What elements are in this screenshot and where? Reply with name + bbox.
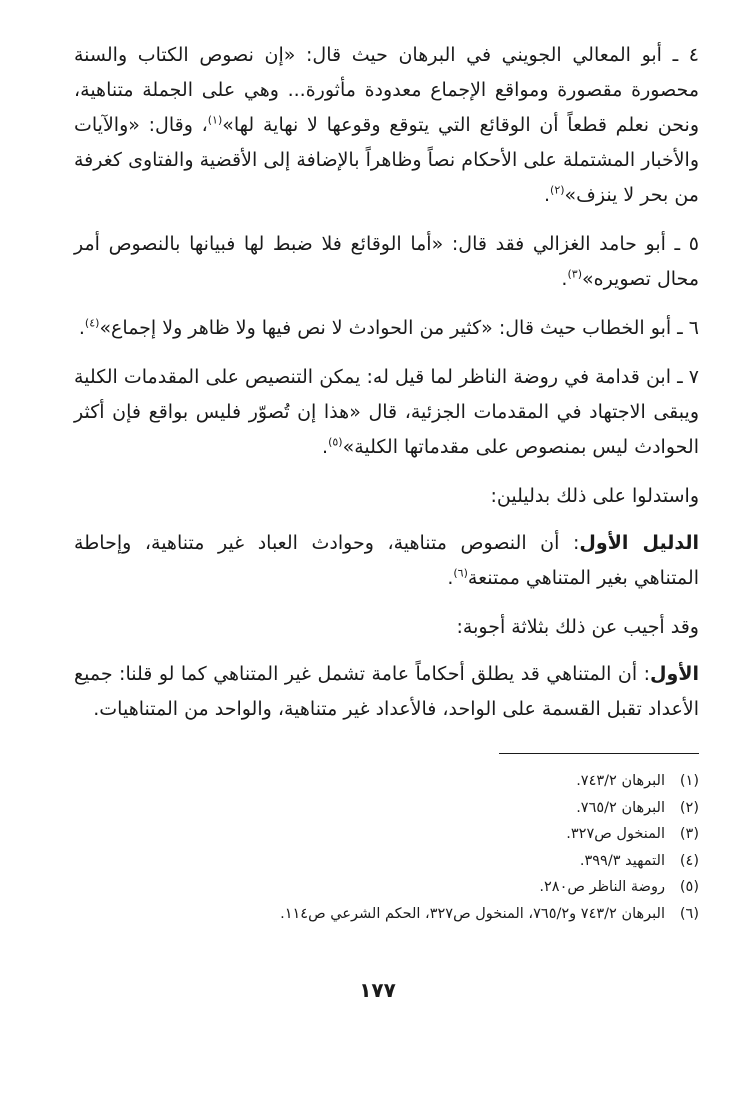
paragraph-juwayni — [74, 38, 699, 213]
footnotes-list — [74, 768, 699, 927]
paragraph-abu-al-khattab — [74, 311, 699, 346]
paragraph-text: . — [561, 268, 568, 290]
page-number: ١٧٧ — [359, 978, 396, 1002]
paragraph-ghazali — [74, 227, 699, 297]
footnote-number: (٦) — [679, 905, 699, 922]
footnote-divider — [499, 753, 699, 754]
footnote-ref[interactable]: (٦) — [453, 566, 468, 580]
paragraph-text: . — [78, 317, 85, 339]
footnote-ref[interactable]: (١) — [207, 113, 223, 127]
paragraph-text: وقد أجيب عن ذلك بثلاثة أجوبة: — [456, 616, 699, 638]
footnote-item — [74, 874, 699, 901]
footnote-ref[interactable]: (٤) — [84, 316, 100, 330]
footnote-number: (٣) — [679, 826, 699, 842]
paragraph-text: ٤ ـ أبو المعالي الجويني في البرهان حيث قال: «إن نصوص الكتاب والسنة محصورة مقصورة ومواقع الإجماع معدودة مأثورة... وهي على الجملة متناهية، ونحن نعلم قطعاً أن الوقائع التي يتوقع وقوعها لا نهاية لها» — [74, 44, 699, 136]
footnote-number: (٥) — [679, 879, 699, 895]
footnote-text: البرهان ٧٤٣/٢ و٧٦٥/٢، المنخول ص٣٢٧، الحكم الشرعي ص١١٤. — [280, 905, 665, 922]
paragraph-text: ٥ ـ أبو حامد الغزالي فقد قال: «أما الوقائع فلا ضبط لها فبيانها بالنصوص أمر محال تصويره» — [74, 233, 699, 290]
footnote-number: (٢) — [679, 799, 699, 816]
paragraph-text: ٧ ـ ابن قدامة في روضة الناظر لما قيل له: يمكن التنصيص على المقدمات الكلية ويبقى الاجتهاد في المقدمات الجزئية، قال «هذا إن تُصوّر فليس بواقع فإن أكثر الحوادث ليس بمنصوص على مقدماتها الكلية» — [74, 366, 699, 458]
paragraph-text: ٦ ـ أبو الخطاب حيث قال: «كثير من الحوادث لا نص فيها ولا ظاهر ولا إجماع» — [99, 317, 699, 339]
paragraph-three-answers — [74, 610, 699, 645]
paragraph-text: : أن المتناهي قد يطلق أحكاماً عامة تشمل غير المتناهي كما لو قلنا: جميع الأعداد تقبل القسمة على الواحد، فالأعداد غير متناهية، والواحد من المتناهيات. — [74, 663, 699, 720]
footnote-number: (١) — [679, 773, 699, 789]
paragraph-text: . — [543, 184, 551, 206]
footnote-text: التمهيد ٣٩٩/٣. — [579, 852, 665, 869]
paragraph-text: . — [322, 436, 329, 458]
footnote-ref[interactable]: (٥) — [328, 435, 343, 449]
paragraph-text: . — [447, 567, 454, 589]
paragraph-first-answer — [74, 657, 699, 727]
footnote-ref[interactable]: (٣) — [567, 267, 582, 281]
paragraph-text: ، وقال: «والآيات والأخبار المشتملة على الأحكام نصاً وظاهراً بالإضافة إلى الأقضية والفتاوى كغرفة من بحر لا ينزف» — [74, 114, 699, 206]
footnote-number: (٤) — [679, 852, 699, 869]
paragraph-two-proofs — [74, 479, 699, 514]
paragraph-text: واستدلوا على ذلك بدليلين: — [490, 485, 699, 507]
footnote-item — [74, 848, 699, 875]
footnote-text: البرهان ٧٦٥/٢. — [576, 799, 665, 816]
footnote-ref[interactable]: (٢) — [550, 183, 565, 197]
paragraph-first-proof — [74, 526, 699, 596]
footnote-text: روضة الناظر ص٢٨٠. — [539, 879, 665, 895]
paragraph-lead: الأول — [650, 663, 699, 685]
paragraph-lead: الدليل الأول — [579, 532, 699, 554]
footnote-item — [74, 768, 699, 795]
footnote-item — [74, 795, 699, 822]
footnote-item — [74, 901, 699, 928]
paragraph-ibn-qudama — [74, 360, 699, 465]
footnote-text: البرهان ٧٤٣/٢. — [576, 773, 665, 789]
footnote-item — [74, 821, 699, 848]
paragraph-text: : أن النصوص متناهية، وحوادث العباد غير متناهية، وإحاطة المتناهي بغير المتناهي ممتنعة — [74, 532, 699, 589]
footnote-text: المنخول ص٣٢٧. — [566, 826, 665, 842]
